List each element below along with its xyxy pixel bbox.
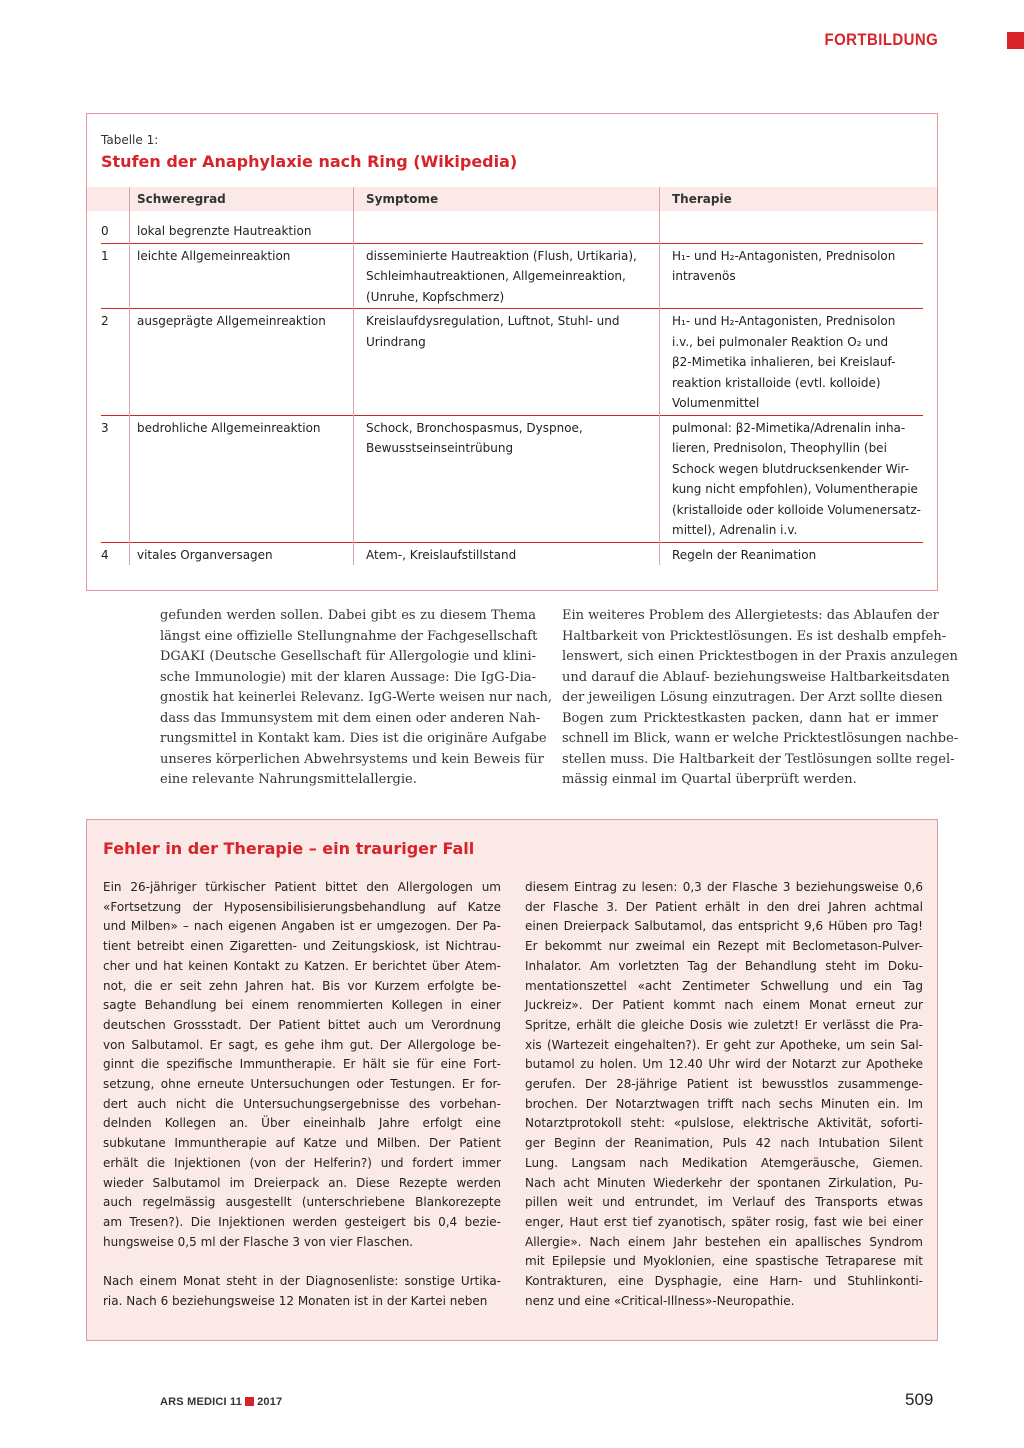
table-row-divider (101, 243, 923, 244)
table-cell-therapy: lieren, Prednisolon, Theophyllin (bei (672, 441, 887, 455)
table-cell-symptoms: (Unruhe, Kopfschmerz) (366, 289, 505, 304)
table-cell-symptoms: Kreislaufdysregulation, Luftnot, Stuhl- und (366, 314, 620, 328)
text-line: Haltbarkeit von Pricktestlösungen. Es ist deshalb empfeh- (562, 628, 947, 644)
table-cell-therapy: kung nicht empfohlen), Volumentherapie (672, 482, 918, 496)
text-line: nenz und eine «Critical-Illness»-Neuropathie. (525, 1293, 795, 1308)
text-line: ginnt die spezifische Immuntherapie. Er hält sie für eine Fort- (103, 1057, 501, 1072)
table-cell-symptoms: Bewusstseinseintrübung (366, 441, 514, 455)
case-box (86, 819, 938, 1341)
text-line: Nach einem Monat steht in der Diagnosenliste: sonstige Urtika- (103, 1274, 501, 1289)
text-line: enger, Haut erst tief zyanotisch, später rosig, fast wie bei einer (525, 1214, 923, 1229)
text-line (103, 1252, 501, 1272)
text-line: brochen. Der Notarztwagen trifft nach sechs Minuten ein. Im (525, 1096, 923, 1111)
text-line: pillen weit und entrundet, im Verlauf des Transports etwas (525, 1195, 923, 1210)
text-line: Lung. Langsam nach Medikation Atemgeräusche, Giemen. (525, 1155, 923, 1170)
column-header-therapy: Therapie (672, 192, 732, 206)
text-line: ger Beginn der Reanimation, Puls 42 nach Intubation Silent (525, 1136, 923, 1151)
table-cell-grade: 4 (101, 547, 109, 562)
text-line: rungsmittel in Kontakt kam. Dies ist die originäre Aufgabe (160, 731, 547, 746)
table-cell-therapy: mittel), Adrenalin i.v. (672, 523, 798, 537)
column-header-symptoms: Symptome (366, 192, 439, 206)
text-line: butamol zu holen. Um 12.40 Uhr wird der Notarzt zur Apotheke (525, 1057, 923, 1072)
text-line: hungsweise 0,5 ml der Flasche 3 von vier Flaschen. (103, 1234, 414, 1249)
text-line: lenswert, sich einen Pricktestbogen in der Praxis anzulegen (562, 649, 958, 664)
text-line: Spritze, erhält die gleiche Dosis wie zuletzt! Er verlässt die Pra- (525, 1017, 923, 1032)
table-cell-symptoms: disseminierte Hautreaktion (Flush, Urtikaria), (366, 248, 637, 263)
text-line: Kontrakturen, eine Dysphagie, eine Harn- und Stuhlinkonti- (525, 1274, 923, 1289)
text-line: gnostik hat keinerlei Relevanz. IgG-Werte weisen nur nach, (160, 690, 552, 705)
text-line: gerufen. Der 28-jährige Patient ist bewusstlos zusammenge- (525, 1077, 923, 1092)
journal-year: 2017 (257, 1396, 283, 1408)
text-line: cher und hat keinen Kontakt zu Katzen. Er berichtet über Atem- (103, 958, 501, 973)
text-line: Nach acht Minuten Wiederkehr der spontanen Zirkulation, Pu- (525, 1175, 923, 1190)
table-cell-therapy: H₁- und H₂-Antagonisten, Prednisolon (672, 314, 896, 328)
table-cell-therapy: reaktion kristalloide (evtl. kolloide) (672, 375, 881, 390)
text-line: mässig einmal im Quartal überprüft werden. (562, 772, 857, 787)
table-cell-therapy: Regeln der Reanimation (672, 547, 817, 562)
text-line: Er bekommt nur zweimal ein Rezept mit Beclometason-Pulver- (525, 939, 923, 954)
text-line: Ein weiteres Problem des Allergietests: das Ablaufen der (562, 608, 939, 623)
text-line: Notarztprotokoll steht: «pulslose, elektrische Aktivität, soforti- (525, 1116, 923, 1131)
table-caption: Tabelle 1: (101, 133, 159, 147)
table-cell-therapy: H₁- und H₂-Antagonisten, Prednisolon (672, 248, 896, 263)
table-cell-grade: 0 (101, 224, 109, 238)
table-cell-grade: 2 (101, 314, 109, 328)
table-row-divider (101, 415, 923, 416)
text-line: und Milben» – nach eigenen Angaben ist er umgezogen. Der Pa- (103, 919, 501, 934)
table-header-row (87, 187, 937, 211)
text-line: subkutane Immuntherapie auf Katze und Milben. Der Patient (103, 1136, 501, 1151)
text-line: Ein 26-jähriger türkischer Patient bittet den Allergologen um (103, 880, 501, 894)
table-cell-severity: leichte Allgemeinreaktion (137, 248, 291, 263)
table-cell-therapy: Volumenmittel (672, 396, 760, 410)
text-line: längst eine offizielle Stellungnahme der Fachgesellschaft (160, 628, 538, 644)
text-line: mit Epilepsie und Myoklonien, eine spastische Tetraparese mit (525, 1254, 923, 1269)
article-column-left (160, 606, 552, 791)
text-line: eine relevante Nahrungsmittelallergie. (160, 772, 417, 787)
text-line: not, die er seit zehn Jahren hat. Bis vor Kurzem erfolgte be- (103, 978, 501, 993)
table-cell-symptoms: Schock, Bronchospasmus, Dyspnoe, (366, 420, 583, 435)
case-title: Fehler in der Therapie – ein trauriger Fall (103, 839, 475, 858)
table-column-divider (659, 187, 660, 565)
table-cell-severity: bedrohliche Allgemeinreaktion (137, 420, 321, 435)
table-cell-severity: vitales Organversagen (137, 547, 273, 562)
table-cell-severity: lokal begrenzte Hautreaktion (137, 224, 312, 238)
text-line: dass das Immunsystem mit dem einen oder anderen Nah- (160, 710, 541, 726)
article-column-right (562, 606, 959, 791)
text-line: gefunden werden sollen. Dabei gibt es zu diesem Thema (160, 608, 536, 623)
text-line: der Flasche 3. Der Patient erhält in den drei Jahren achtmal (525, 899, 923, 914)
text-line: wieder Salbutamol im Dreierpack an. Diese Rezepte werden (103, 1175, 501, 1190)
text-line: «Fortsetzung der Hyposensibilisierungsbehandlung auf Katze (103, 899, 501, 914)
table-cell-symptoms: Atem-, Kreislaufstillstand (366, 547, 517, 562)
text-line: setzung, ohne erneute Untersuchungen oder Testungen. Er for- (103, 1077, 501, 1092)
page-number: 509 (905, 1390, 934, 1409)
table-cell-therapy: (kristalloide oder kolloide Volumenersatz- (672, 502, 921, 517)
text-line: sche Immunologie) mit der klaren Aussage: Die IgG-Dia- (160, 669, 536, 685)
table-cell-therapy: β2-Mimetika inhalieren, bei Kreislauf- (672, 355, 896, 369)
table-column-divider (129, 187, 130, 565)
text-line: deutschen Grossstadt. Der Patient bittet auch um Verordnung (103, 1017, 501, 1032)
section-marker (1007, 32, 1024, 49)
text-line: diesem Eintrag zu lesen: 0,3 der Flasche 3 beziehungsweise 0,6 (525, 880, 923, 894)
table-row-divider (101, 542, 923, 543)
text-line: schnell im Blick, wann er welche Pricktestlösungen nachbe- (562, 731, 959, 746)
table-cell-therapy: i.v., bei pulmonaler Reaktion O₂ und (672, 334, 889, 349)
text-line: xis (Wartezeit eingehalten?). Er geht zur Apotheke, um sein Sal- (525, 1037, 923, 1052)
table-box (86, 113, 938, 591)
text-line: DGAKI (Deutsche Gesellschaft für Allergologie und klini- (160, 649, 536, 664)
column-header-severity: Schweregrad (137, 192, 226, 206)
table-column-divider (353, 187, 354, 565)
table-cell-therapy: pulmonal: β2-Mimetika/Adrenalin inha- (672, 420, 906, 435)
table-cell-therapy: Schock wegen blutdrucksenkender Wir- (672, 461, 910, 476)
text-line: und darauf die Ablauf- beziehungsweise Haltbarkeitsdaten (562, 669, 950, 685)
case-column-left (103, 878, 501, 1311)
table-title: Stufen der Anaphylaxie nach Ring (Wikipedia) (101, 152, 518, 171)
text-line: Bogen zum Pricktestkasten packen, dann hat er immer (562, 710, 938, 726)
text-line: am Tresen?). Die Injektionen werden gesteigert bis 0,4 bezie- (103, 1214, 501, 1229)
text-line: Allergie». Nach einem Jahr bestehen ein apallisches Syndrom (525, 1234, 923, 1249)
table-cell-symptoms: Urindrang (366, 334, 426, 349)
table-cell-grade: 1 (101, 248, 109, 263)
text-line: stellen muss. Die Haltbarkeit der Testlösungen sollte regel- (562, 751, 955, 767)
case-column-right (525, 878, 923, 1311)
text-line: delnden Kollegen an. Über eineinhalb Jahre erfolgt eine (103, 1116, 501, 1131)
text-line: erhält die Injektionen (von der Helferin?) und fordert immer (103, 1155, 501, 1170)
table-row-divider (101, 308, 923, 309)
footer-marker (245, 1397, 254, 1406)
footer-journal (160, 1396, 282, 1408)
text-line: sagte Behandlung bei einem renommierten Kollegen in einer (103, 998, 501, 1013)
text-line: einen Dreierpack Salbutamol, das entspricht 9,6 Hüben pro Tag! (525, 919, 923, 934)
text-line: unseres körperlichen Abwehrsystems und kein Beweis für (160, 751, 544, 767)
text-line: von Salbutamol. Er sagt, es gehe ihm gut. Der Allergologe be- (103, 1037, 501, 1052)
journal-name: ARS MEDICI 11 (160, 1396, 243, 1408)
text-line: tient betreibt einen Zigaretten- und Zeitungskiosk, ist Nichtrau- (103, 939, 501, 954)
text-line: auch regelmässig ausgestellt (unterschriebene Blankorezepte (103, 1195, 501, 1210)
section-label: FORTBILDUNG (824, 30, 938, 49)
text-line: der jeweiligen Lösung einzutragen. Der Arzt sollte diesen (562, 690, 943, 705)
text-line: ria. Nach 6 beziehungsweise 12 Monaten ist in der Kartei neben (103, 1293, 488, 1308)
text-line: dert auch nicht die Untersuchungsergebnisse des vorbehan- (103, 1096, 501, 1111)
table-cell-therapy: intravenös (672, 269, 736, 283)
table-cell-symptoms: Schleimhautreaktionen, Allgemeinreaktion, (366, 269, 626, 283)
text-line: Juckreiz». Der Patient kommt nach einem Monat erneut zur (525, 998, 923, 1013)
text-line: mentationszettel «acht Zentimeter Schwellung und ein Tag (525, 978, 923, 993)
table-cell-grade: 3 (101, 420, 109, 435)
text-line: Inhalator. Am vorletzten Tag der Behandlung steht im Doku- (525, 958, 923, 973)
table-cell-severity: ausgeprägte Allgemeinreaktion (137, 314, 326, 328)
